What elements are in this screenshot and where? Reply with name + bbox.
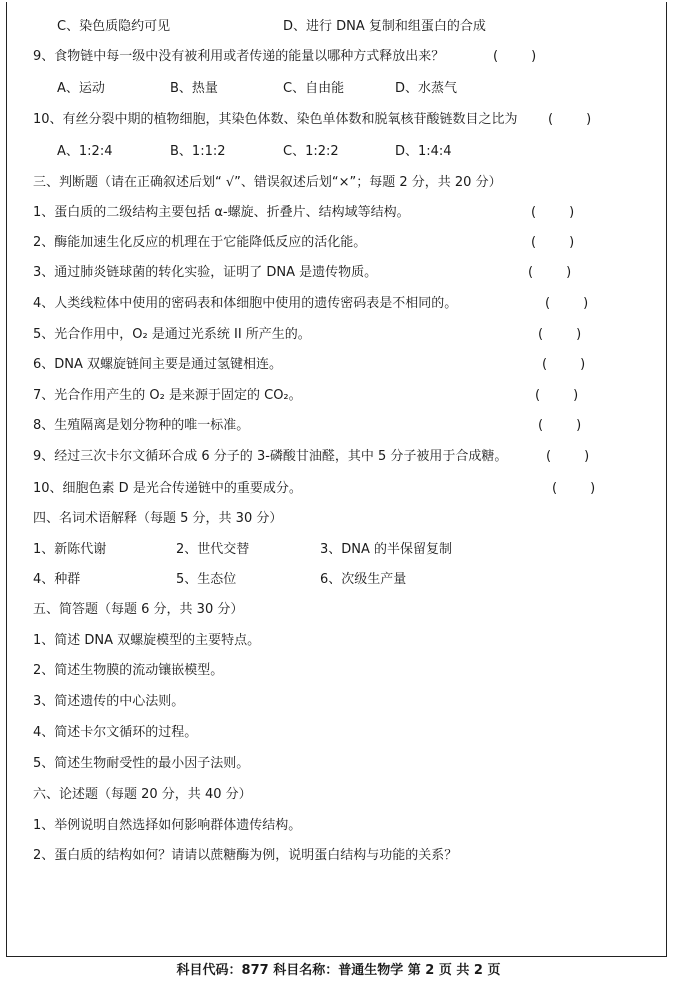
q9-option-d: D、水蒸气 — [395, 81, 458, 96]
judge-blank-4: ( ) — [545, 296, 589, 311]
page-footer: 科目代码：877 科目名称：普通生物学 第 2 页 共 2 页 — [176, 963, 501, 978]
judge-blank-9: ( ) — [546, 449, 590, 464]
judge-item-4: 4、人类线粒体中使用的密码表和体细胞中使用的遗传密码表是不相同的。 — [33, 296, 458, 311]
judge-blank-10: ( ) — [552, 481, 596, 496]
section3-heading: 三、判断题（请在正确叙述后划“ √”、错误叙述后划“×”；每题 2 分，共 20 分） — [33, 175, 502, 190]
section4-heading: 四、名词术语解释（每题 5 分，共 30 分） — [33, 511, 283, 526]
short-answer-4: 4、简述卡尔文循环的过程。 — [33, 725, 198, 740]
judge-item-2: 2、酶能加速生化反应的机理在于它能降低反应的活化能。 — [33, 235, 367, 250]
short-answer-5: 5、简述生物耐受性的最小因子法则。 — [33, 756, 250, 771]
judge-blank-6: ( ) — [542, 357, 586, 372]
q10-option-b: B、1:1:2 — [170, 144, 226, 159]
short-answer-3: 3、简述遗传的中心法则。 — [33, 694, 185, 709]
essay-2: 2、蛋白质的结构如何？请请以蔗糖酶为例，说明蛋白结构与功能的关系？ — [33, 848, 458, 863]
judge-blank-1: ( ) — [531, 205, 575, 220]
judge-blank-5: ( ) — [538, 327, 582, 342]
judge-item-5: 5、光合作用中，O₂ 是通过光系统 II 所产生的。 — [33, 327, 311, 342]
q9-text: 9、食物链中每一级中没有被利用或者传递的能量以哪种方式释放出来？ — [33, 49, 445, 64]
q9-option-b: B、热量 — [170, 81, 218, 96]
term-4: 4、种群 — [33, 572, 81, 587]
q8-option-c: C、染色质隐约可见 — [57, 19, 171, 34]
judge-blank-8: ( ) — [538, 418, 582, 433]
judge-blank-3: ( ) — [528, 265, 572, 280]
q10-text: 10、有丝分裂中期的植物细胞，其染色体数、染色单体数和脱氧核苷酸链数目之比为 — [33, 112, 518, 127]
term-2: 2、世代交替 — [176, 542, 250, 557]
q8-option-d: D、进行 DNA 复制和组蛋白的合成 — [283, 19, 486, 34]
judge-item-6: 6、DNA 双螺旋链间主要是通过氢键相连。 — [33, 357, 283, 372]
q9-option-a: A、运动 — [57, 81, 105, 96]
term-6: 6、次级生产量 — [320, 572, 407, 587]
judge-item-8: 8、生殖隔离是划分物种的唯一标准。 — [33, 418, 250, 433]
term-5: 5、生态位 — [176, 572, 237, 587]
judge-blank-7: ( ) — [535, 388, 579, 403]
short-answer-1: 1、简述 DNA 双螺旋模型的主要特点。 — [33, 633, 261, 648]
judge-item-9: 9、经过三次卡尔文循环合成 6 分子的 3-磷酸甘油醛，其中 5 分子被用于合成糖。 — [33, 449, 508, 464]
essay-1: 1、举例说明自然选择如何影响群体遗传结构。 — [33, 818, 302, 833]
judge-item-3: 3、通过肺炎链球菌的转化实验，证明了 DNA 是遗传物质。 — [33, 265, 378, 280]
term-3: 3、DNA 的半保留复制 — [320, 542, 453, 557]
short-answer-2: 2、简述生物膜的流动镶嵌模型。 — [33, 663, 224, 678]
section6-heading: 六、论述题（每题 20 分，共 40 分） — [33, 787, 252, 802]
judge-item-10: 10、细胞色素 D 是光合传递链中的重要成分。 — [33, 481, 302, 496]
q9-answer-blank: ( ) — [493, 49, 537, 64]
term-1: 1、新陈代谢 — [33, 542, 107, 557]
q10-answer-blank: ( ) — [548, 112, 592, 127]
judge-item-7: 7、光合作用产生的 O₂ 是来源于固定的 CO₂。 — [33, 388, 302, 403]
q10-option-d: D、1:4:4 — [395, 144, 452, 159]
q9-option-c: C、自由能 — [283, 81, 345, 96]
judge-blank-2: ( ) — [531, 235, 575, 250]
q10-option-a: A、1:2:4 — [57, 144, 113, 159]
section5-heading: 五、简答题（每题 6 分，共 30 分） — [33, 602, 244, 617]
q10-option-c: C、1:2:2 — [283, 144, 339, 159]
judge-item-1: 1、蛋白质的二级结构主要包括 α-螺旋、折叠片、结构域等结构。 — [33, 205, 410, 220]
